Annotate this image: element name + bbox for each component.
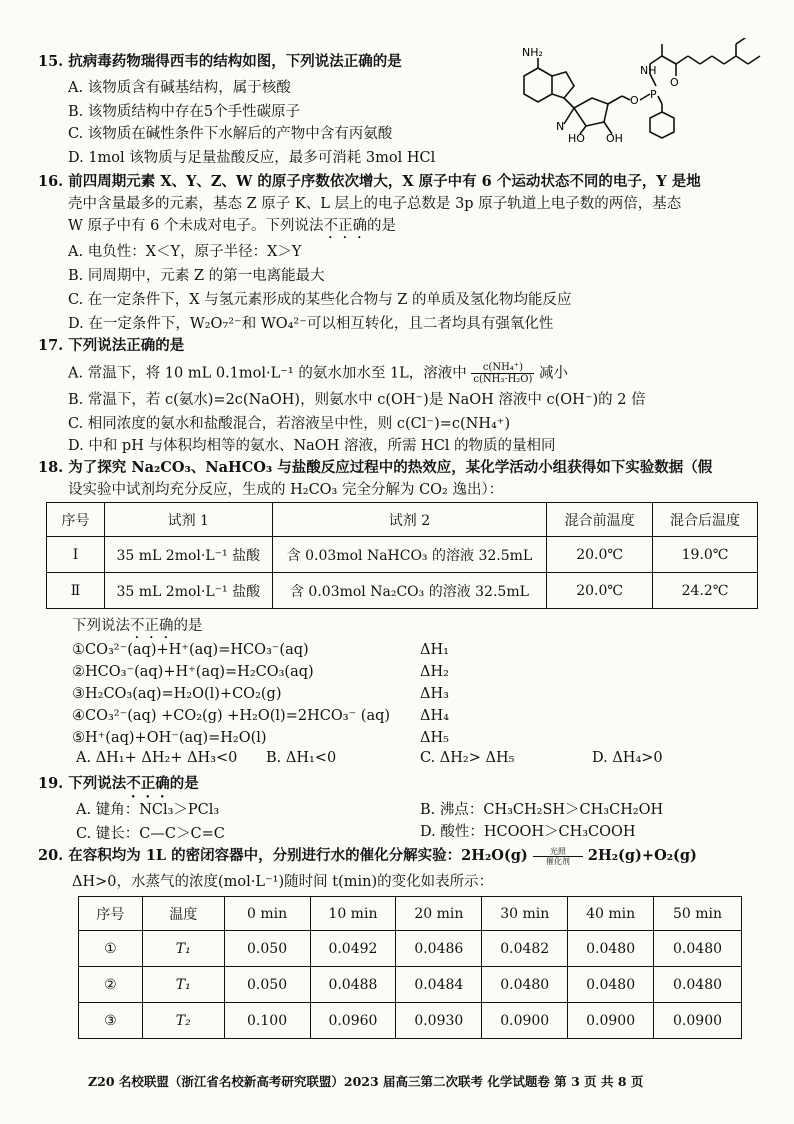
q17-option-c: C. 相同浓度的氨水和盐酸混合，若溶液呈中性，则 c(Cl⁻)=c(NH₄⁺)	[68, 416, 511, 432]
carbonyl-o-label: O	[670, 76, 679, 89]
q19-stem-post: 的是	[169, 775, 199, 792]
table-cell: ②	[79, 967, 143, 1003]
q18-table	[46, 502, 758, 609]
q18-dh-1: ΔH₁	[420, 642, 449, 658]
table-cell: 含 0.03mol NaHCO₃ 的溶液 32.5mL	[272, 537, 547, 573]
reaction-arrow	[533, 847, 583, 866]
q17-option-a	[68, 362, 568, 385]
q16-line3-pre: W 原子中有 6 个未成对电子。下列说法	[68, 218, 324, 234]
q18-dh-4: ΔH₄	[420, 708, 449, 724]
q18-eq-1: ①CO₃²⁻(aq)+H⁺(aq)=HCO₃⁻(aq)	[72, 642, 309, 658]
table-cell: 24.2℃	[653, 573, 758, 609]
q16-option-d: D. 在一定条件下，W₂O₇²⁻和 WO₄²⁻可以相互转化，且二者均具有强氧化性	[68, 316, 554, 332]
table-row	[79, 967, 742, 1003]
remdesivir-structure	[500, 38, 785, 146]
q16-line2: 壳中含量最多的元素，基态 Z 原子 K、L 层上的电子总数是 3p 原子轨道上电子数的两倍，基态	[68, 196, 682, 212]
table-cell: 0.0480	[568, 931, 654, 967]
q20-header-cell: 10 min	[310, 897, 396, 931]
q17-a-post: 减小	[539, 365, 569, 382]
nitrile-n-label: N	[556, 120, 565, 133]
table-cell: 0.0900	[482, 1003, 568, 1039]
q18-header-cell: 试剂 2	[272, 503, 547, 537]
table-cell: ①	[79, 931, 143, 967]
ho-label: HO	[568, 132, 585, 145]
q18-header-cell: 混合后温度	[653, 503, 758, 537]
q20-header-cell: 50 min	[654, 897, 742, 931]
arrow-line	[533, 856, 583, 857]
q19-option-c: C. 键长：C—C＞C=C	[76, 826, 225, 842]
q18-dh-3: ΔH₃	[420, 686, 449, 702]
q18-ask-post: 的是	[173, 618, 203, 634]
q15-option-d: D. 1mol 该物质与足量盐酸反应，最多可消耗 3mol HCl	[68, 150, 436, 166]
table-row	[47, 537, 758, 573]
q18-dh-5: ΔH₅	[420, 730, 449, 746]
table-cell: 0.0488	[310, 967, 396, 1003]
q16-option-b: B. 同周期中，元素 Z 的第一电离能最大	[68, 268, 325, 284]
table-cell: 0.0486	[396, 931, 482, 967]
table-cell: 0.050	[224, 967, 310, 1003]
q17-stem: 17. 下列说法正确的是	[38, 337, 185, 354]
q19-option-d: D. 酸性：HCOOH＞CH₃COOH	[420, 824, 636, 840]
q20-line1	[38, 846, 697, 866]
q18-eq-3: ③H₂CO₃(aq)=H₂O(l)+CO₂(g)	[72, 686, 282, 702]
table-cell: 0.0480	[568, 967, 654, 1003]
q17-a-fraction	[471, 362, 534, 385]
q18-eq-4: ④CO₃²⁻(aq) +CO₂(g) +H₂O(l)=2HCO₃⁻ (aq)	[72, 708, 391, 724]
q19-option-b: B. 沸点：CH₃CH₂SH＞CH₃CH₂OH	[420, 802, 664, 818]
q16-line3-post: 的是	[366, 218, 396, 234]
q19-stem-pre: 19. 下列说法	[38, 775, 127, 792]
q20-header-cell: 40 min	[568, 897, 654, 931]
table-cell: 0.0480	[654, 931, 742, 967]
arrow-top-label: 光照	[549, 846, 566, 856]
table-cell: T₁	[142, 967, 224, 1003]
q20-table-header	[79, 897, 742, 931]
table-cell: T₁	[142, 931, 224, 967]
q16-option-a: A. 电负性：X＜Y，原子半径：X＞Y	[68, 244, 302, 260]
q18-line2: 设实验中试剂均充分反应，生成的 H₂CO₃ 完全分解为 CO₂ 逸出）：	[68, 482, 504, 498]
q18-option-d: D. ΔH₄>0	[592, 750, 663, 766]
q18-header-cell: 序号	[47, 503, 105, 537]
table-cell: 0.100	[224, 1003, 310, 1039]
q18-dh-2: ΔH₂	[420, 664, 449, 680]
q18-header-cell: 混合前温度	[547, 503, 653, 537]
q15-stem: 15. 抗病毒药物瑞得西韦的结构如图，下列说法正确的是	[38, 53, 402, 70]
q20-line2: ΔH>0，水蒸气的浓度(mol·L⁻¹)随时间 t(min)的变化如表所示：	[72, 874, 494, 890]
table-cell: 0.0930	[396, 1003, 482, 1039]
q20-header-cell: 0 min	[224, 897, 310, 931]
q20-table	[78, 896, 742, 1039]
q17-option-d: D. 中和 pH 与体积均相等的氨水、NaOH 溶液，所需 HCl 的物质的量相同	[68, 438, 556, 454]
table-cell: 含 0.03mol Na₂CO₃ 的溶液 32.5mL	[272, 573, 547, 609]
q18-option-a: A. ΔH₁+ ΔH₂+ ΔH₃<0	[76, 750, 238, 766]
table-cell: 0.0492	[310, 931, 396, 967]
q20-header-cell: 序号	[79, 897, 143, 931]
oh-label: OH	[606, 132, 623, 145]
q18-table-header	[47, 503, 758, 537]
q17-a-denominator: c(NH₃·H₂O)	[473, 374, 533, 385]
amine-nh-label: NH	[640, 64, 657, 77]
q16-option-c: C. 在一定条件下，X 与氢元素形成的某些化合物与 Z 的单质及氢化物均能反应	[68, 292, 572, 308]
q18-header-cell: 试剂 1	[104, 503, 272, 537]
table-cell: T₂	[142, 1003, 224, 1039]
table-cell: Ⅰ	[47, 537, 105, 573]
q15-option-c: C. 该物质在碱性条件下水解后的产物中含有丙氨酸	[68, 126, 393, 142]
ether-o-label: O	[630, 94, 639, 107]
table-row	[47, 573, 758, 609]
q20-line1-post: 2H₂(g)+O₂(g)	[587, 847, 697, 864]
arrow-bottom-label: 催化剂	[545, 856, 570, 866]
table-cell: 0.0900	[654, 1003, 742, 1039]
q17-option-b: B. 常温下，若 c(氨水)=2c(NaOH)，则氨水中 c(OH⁻)是 NaOH 溶液中 c(OH⁻)的 2 倍	[68, 392, 646, 408]
table-cell: 0.0900	[568, 1003, 654, 1039]
table-cell: 0.0480	[482, 967, 568, 1003]
table-cell: 0.0480	[654, 967, 742, 1003]
q19-emphasis: 不正确	[126, 775, 170, 792]
q18-ask-pre: 下列说法	[72, 618, 130, 634]
table-cell: 0.0482	[482, 931, 568, 967]
q20-line1-pre: 20. 在容积均为 1L 的密闭容器中，分别进行水的催化分解实验：2H₂O(g)	[38, 847, 528, 864]
q16-emphasis: 不正确	[323, 218, 367, 234]
table-cell: 0.0484	[396, 967, 482, 1003]
q19-option-a: A. 键角：NCl₃＞PCl₃	[76, 802, 220, 818]
table-cell: 20.0℃	[547, 537, 653, 573]
q17-a-pre: A. 常温下，将 10 mL 0.1mol·L⁻¹ 的氨水加水至 1L，溶液中	[68, 365, 467, 382]
table-cell: 20.0℃	[547, 573, 653, 609]
q17-a-numerator: c(NH₄⁺)	[471, 362, 534, 374]
table-cell: 0.050	[224, 931, 310, 967]
table-row	[79, 931, 742, 967]
q18-emphasis: 不正确	[130, 618, 174, 634]
q18-eq-2: ②HCO₃⁻(aq)+H⁺(aq)=H₂CO₃(aq)	[72, 664, 314, 680]
phosphorus-label: P	[650, 88, 657, 101]
q16-line3	[68, 216, 396, 242]
q20-header-cell: 20 min	[396, 897, 482, 931]
q18-line1: 18. 为了探究 Na₂CO₃、NaHCO₃ 与盐酸反应过程中的热效应，某化学活动小组获得如下实验数据（假	[38, 459, 713, 476]
q16-line1: 16. 前四周期元素 X、Y、Z、W 的原子序数依次增大，X 原子中有 6 个运动状态不同的电子，Y 是地	[38, 173, 701, 190]
table-cell: ③	[79, 1003, 143, 1039]
table-cell: 35 mL 2mol·L⁻¹ 盐酸	[104, 537, 272, 573]
page-footer: Z20 名校联盟（浙江省名校新高考研究联盟）2023 届高三第二次联考 化学试题卷 第 3 页 共 8 页	[88, 1074, 644, 1089]
q18-ask	[72, 616, 203, 642]
table-row	[79, 1003, 742, 1039]
q20-header-cell: 温度	[142, 897, 224, 931]
q19-stem	[38, 774, 199, 801]
table-cell: Ⅱ	[47, 573, 105, 609]
q15-option-b: B. 该物质结构中存在5个手性碳原子	[68, 104, 301, 120]
q15-option-a: A. 该物质含有碱基结构，属于核酸	[68, 80, 291, 96]
q20-header-cell: 30 min	[482, 897, 568, 931]
q18-eq-5: ⑤H⁺(aq)+OH⁻(aq)=H₂O(l)	[72, 730, 267, 746]
table-cell: 35 mL 2mol·L⁻¹ 盐酸	[104, 573, 272, 609]
table-cell: 19.0℃	[653, 537, 758, 573]
nh2-label: NH₂	[522, 46, 543, 59]
table-cell: 0.0960	[310, 1003, 396, 1039]
q18-option-c: C. ΔH₂> ΔH₅	[420, 750, 515, 766]
q18-option-b: B. ΔH₁<0	[266, 750, 337, 766]
